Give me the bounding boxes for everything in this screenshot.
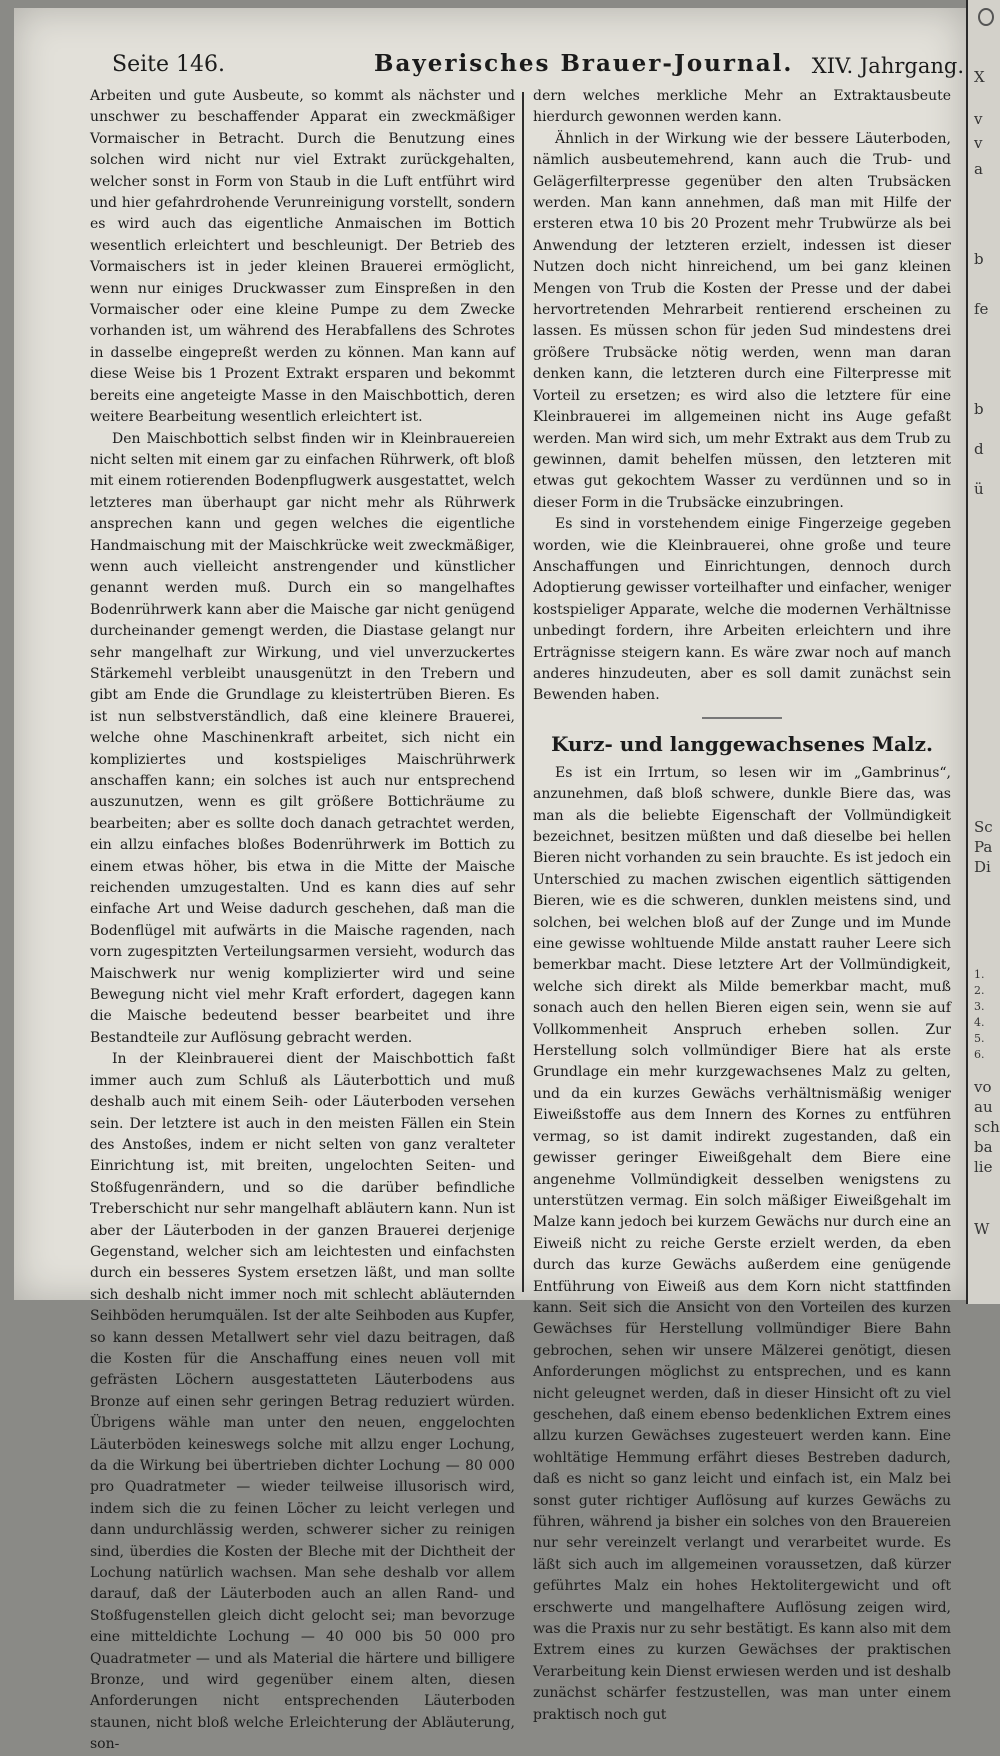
adjacent-fragment: 3. (974, 1000, 985, 1013)
adjacent-fragment: au (974, 1098, 993, 1116)
binding-hole-icon (978, 8, 994, 26)
adjacent-fragment: Sc (974, 818, 993, 836)
adjacent-fragment: ba (974, 1138, 993, 1156)
volume-label: XIV. Jahrgang. (811, 54, 964, 78)
left-paragraph-2: Den Maischbottich selbst finden wir in Kleinbrauereien nicht selten mit einem gar zu einfachen Rührwerk, oft bloß mit einem rotierenden Bodenpflugwerk ausgestattet, welch letzteres man überhaupt gar nicht mehr als Rührwerk ansprechen kann und gegen welches die eigentliche Handmaischung mit der Maischkrücke weit zweckmäßiger, wenn auch vielleicht anstrengender und künstlicher genannt werden muß. Durch ein so mangelhaftes Bodenrührwerk kann aber die Maische gar nicht genügend durcheinander gemengt werden, die Diastase gelangt nur sehr mangelhaft zur Wirkung, und viel unverzuckertes Stärkemehl verbleibt unausgenützt in den Trebern und gibt am Ende die Grundlage zu kleistertrüben Bieren. Es ist nun selbstverständlich, daß eine kleinere Brauerei, welche ohne Maschinenkraft arbeitet, sich nicht ein kompliziertes und kostspieliges Maischrührwerk anschaffen kann; ein solches ist auch nur entsprechend auszunutzen, wenn es gilt größere Bottichräume zu bearbeiten; aber es sollte doch danach getrachtet werden, ein allzu einfaches bloßes Bodenrührwerk im Bottich zu einem etwas höher, bis etwa in die Mitte der Maische reichenden umzugestalten. Und es kann dies auf sehr einfache Art und Weise dadurch geschehen, daß man die Bodenflügel mit aufwärts in die Maische ragenden, nach vorn zugespitzten Verteilungsarmen versieht, wodurch das Maischwerk nur wenig komplizierter wird und seine Bewegung nicht viel mehr Kraft erfordert, dagegen kann die Maische bedeutend besser bearbeitet und ihre Bestandteile zur Auflösung gebracht werden. (90, 430, 515, 1046)
right-paragraph-1: dern welches merkliche Mehr an Extraktausbeute hierdurch gewonnen werden kann. (533, 88, 951, 126)
section-divider (702, 717, 782, 719)
page-number: Seite 146. (112, 52, 225, 77)
adjacent-fragment: d (974, 440, 984, 458)
left-paragraph-3: In der Kleinbrauerei dient der Maischbottich faßt immer auch zum Schluß als Läuterbottich und muß deshalb auch mit einem Seih- oder Läuterboden versehen sein. Der letztere ist auch in den meisten Fällen ein Stein des Anstoßes, indem er nicht selten von ganz veralteter Einrichtung ist, mit breiten, ungelochten Seiten- und Stoßfugenrändern, und so die darüber befindliche Treberschicht nur sehr mangelhaft abläutern kann. Nun ist aber der Läuterboden in der ganzen Brauerei derjenige Gegenstand, welcher sich am leichtesten und einfachsten durch ein besseres System ersetzen läßt, und man sollte sich deshalb nicht immer noch mit schlecht abläuternden Seihböden herumquälen. Ist der alte Seihboden aus Kupfer, so kann dessen Metallwert sehr viel dazu beitragen, daß die Kosten für die Anschaffung eines neuen voll mit gefrästen Löchern ausgestatteten Läuterbodens aus Bronze auf einen sehr geringen Betrag reduziert würden. Übrigens wähle man unter den neuen, enggelochten Läuterböden keineswegs solche mit allzu enger Lochung, da die Wirkung bei übertrieben dichter Lochung — 80 000 pro Quadratmeter — wieder teilweise illusorisch wird, indem sich die zu feinen Löcher zu leicht verlegen und dann undurchlässig werden, schwerer sicher zu reinigen sind, überdies die Kosten der Bleche mit der Dichtheit der Lochung natürlich wachsen. Man sehe deshalb vor allem darauf, daß der Läuterboden auch an allen Rand- und Stoßfugenstellen gleich dicht gelocht sei; man bevorzuge eine mitteldichte Lochung — 40 000 bis 50 000 pro Quadratmeter — und als Material die härtere und billigere Bronze, und wird gegenüber einem alten, diesen Anforderungen nicht entsprechenden Läuterboden staunen, nicht bloß welche Erleichterung der Abläuterung, son- (90, 1051, 515, 1753)
adjacent-fragment: ü (974, 480, 984, 498)
adjacent-fragment: a (974, 160, 983, 178)
adjacent-page-edge (966, 0, 1000, 1304)
right-paragraph-2: Ähnlich in der Wirkung wie der bessere Läuterboden, nämlich ausbeutemehrend, kann auch die Trub- und Gelägerfilterpresse gegenüber den alten Trubsäcken werden. Man kann annehmen, daß man mit Hilfe der ersteren etwa 10 bis 20 Prozent mehr Trubwürze als bei Anwendung der letzteren erzielt, indessen ist dieser Nutzen doch nicht hinreichend, um bei ganz kleinen Mengen von Trub die Kosten der Presse und der dabei hervortretenden Mehrarbeit rentierend erscheinen zu lassen. Es müssen schon für jeden Sud mindestens drei größere Trubsäcke nötig werden, wenn man daran denken kann, die letzteren durch eine Filterpresse mit Vorteil zu ersetzen; es wird also die letztere für eine Kleinbrauerei im allgemeinen nicht ins Auge gefaßt werden. Man wird sich, um mehr Extrakt aus dem Trub zu gewinnen, damit behelfen müssen, den letzteren mit etwas gut gekochtem Wasser zu verdünnen und so in dieser Form in die Trubsäcke einzubringen. (533, 130, 951, 511)
article-paragraph-1: Es ist ein Irrtum, so lesen wir im „Gambrinus“, anzunehmen, daß bloß schwere, dunkle Biere das, was man als die beliebte Eigenschaft der Vollmündigkeit bezeichnet, besitzen müßten und daß dieselbe bei hellen Bieren nicht vorhanden zu sein brauchte. Es ist jedoch ein Unterschied zu machen zwischen eigentlich sättigenden Bieren, wie es die schweren, dunklen meistens sind, und solchen, bei welchen bloß auf der Zunge und im Munde eine gewisse wohltuende Milde anstatt rauher Leere sich bemerkbar macht. Diese letztere Art der Vollmündigkeit, welche sich direkt als Milde bemerkbar macht, muß sonach auch den hellen Bieren eigen sein, wenn sie auf Vollkommenheit Anspruch erheben sollen. Zur Herstellung solch vollmündiger Biere hat als erste Grundlage ein mehr kurzgewachsenes Malz zu gelten, und da ein kurzes Gewächs verhältnismäßig weniger Eiweißstoffe aus dem Innern des Kornes zu entführen vermag, so ist damit indirekt zugestanden, daß ein gewisser geringer Eiweißgehalt dem Biere eine angenehme Vollmündigkeit desselben wenigstens zu unterstützen vermag. Ein solch mäßiger Eiweißgehalt im Malze kann jedoch bei kurzem Gewächs nur durch eine an Eiweiß nicht zu reiche Gerste erzielt werden, da eben durch das kurze Gewächs außerdem eine genügende Entführung von Eiweiß aus dem Korn nicht stattfinden kann. Seit sich die Ansicht von den Vorteilen des kurzen Gewächses für Herstellung vollmündiger Biere Bahn gebrochen, sehen wir unsere Mälzerei genötigt, diesen Anforderungen möglichst zu entsprechen, und es kann nicht geleugnet werden, daß in dieser Hinsicht oft zu viel geschehen, daß einem ebenso bedenklichen Extrem eines allzu kurzen Gewächses zugesteuert werden kann. Eine wohltätige Hemmung erfährt dieses Bestreben dadurch, daß es nicht so ganz leicht und einfach ist, ein Malz bei sonst guter richtiger Auflösung auf kurzes Gewächs zu führen, während ja bisher ein solches von den Brauereien nur sehr vereinzelt verlangt und verarbeitet wurde. Es läßt sich auch im allgemeinen voraussetzen, daß kürzer geführtes Malz ein hohes Hektolitergewicht und oft erschwerte und mangelhaftere Auflösung zeigen wird, was die Praxis nur zu sehr bestätigt. Es kann also mit dem Extrem eines zu kurzen Gewächses der praktischen Verarbeitung kein Dienst erwiesen werden und ist deshalb zunächst schärfer festzustellen, was man unter einem praktisch noch gut (533, 764, 951, 1723)
adjacent-fragment: W (974, 1220, 990, 1238)
journal-title: Bayerisches Brauer-Journal. (374, 50, 794, 77)
adjacent-fragment: b (974, 400, 984, 418)
column-divider (522, 92, 524, 1292)
adjacent-fragment: v (974, 110, 983, 128)
adjacent-fragment: 6. (974, 1048, 985, 1061)
adjacent-fragment: fe (974, 300, 989, 318)
adjacent-fragment: vo (974, 1078, 992, 1096)
right-paragraph-3: Es sind in vorstehendem einige Fingerzeige gegeben worden, wie die Kleinbrauerei, ohne große und teure Anschaffungen und Einrichtungen, dennoch durch Adoptierung gewisser vorteilhafter und einfacher, weniger kostspieliger Apparate, welche die modernen Verhältnisse unbedingt fordern, ihre Arbeiten erleichtern und ihre Erträgnisse steigern kann. Es wäre zwar noch auf manch anderes hinzudeuten, aber es soll damit zunächst sein Bewenden haben. (533, 516, 951, 704)
adjacent-fragment: X (974, 68, 985, 86)
adjacent-fragment: lie (974, 1158, 993, 1176)
adjacent-fragment: sch (974, 1118, 1000, 1136)
adjacent-fragment: 1. (974, 968, 985, 981)
adjacent-fragment: b (974, 250, 984, 268)
adjacent-fragment: 4. (974, 1016, 985, 1029)
adjacent-fragment: v (974, 134, 983, 152)
adjacent-fragment: 5. (974, 1032, 985, 1045)
article-title: Kurz- und langgewachsenes Malz. (551, 731, 933, 756)
adjacent-fragment: Di (974, 858, 991, 876)
left-paragraph-1: Arbeiten und gute Ausbeute, so kommt als nächster und unschwer zu beschaffender Apparat ein zweckmäßiger Vormaischer in Betracht. Durch die Benutzung eines solchen wird nicht nur viel Extrakt zurückgehalten, welcher sonst in Form von Staub in die Luft entführt wird und hier gefahrdrohende Verunreinigung vorstellt, sondern es wird auch das eigentliche Anmaischen im Bottich wesentlich erleichtert und beschleunigt. Der Betrieb des Vormaischers ist in jeder kleinen Brauerei ermöglicht, wenn nur einiges Druckwasser zum Einspreßen in den Vormaischer oder eine kleine Pumpe zu dem Zwecke vorhanden ist, um während des Herabfallens des Schrotes in dasselbe eingepreßt werden zu können. Man kann auf diese Weise bis 1 Prozent Extrakt ersparen und bekommt bereits eine angeteigte Masse in den Maischbottich, deren weitere Bearbeitung wesentlich erleichtert ist. (90, 88, 515, 426)
page-header (112, 48, 964, 82)
left-column (90, 86, 515, 1756)
adjacent-fragment: 2. (974, 984, 985, 997)
right-column (533, 86, 951, 1726)
adjacent-fragment: Pa (974, 838, 993, 856)
